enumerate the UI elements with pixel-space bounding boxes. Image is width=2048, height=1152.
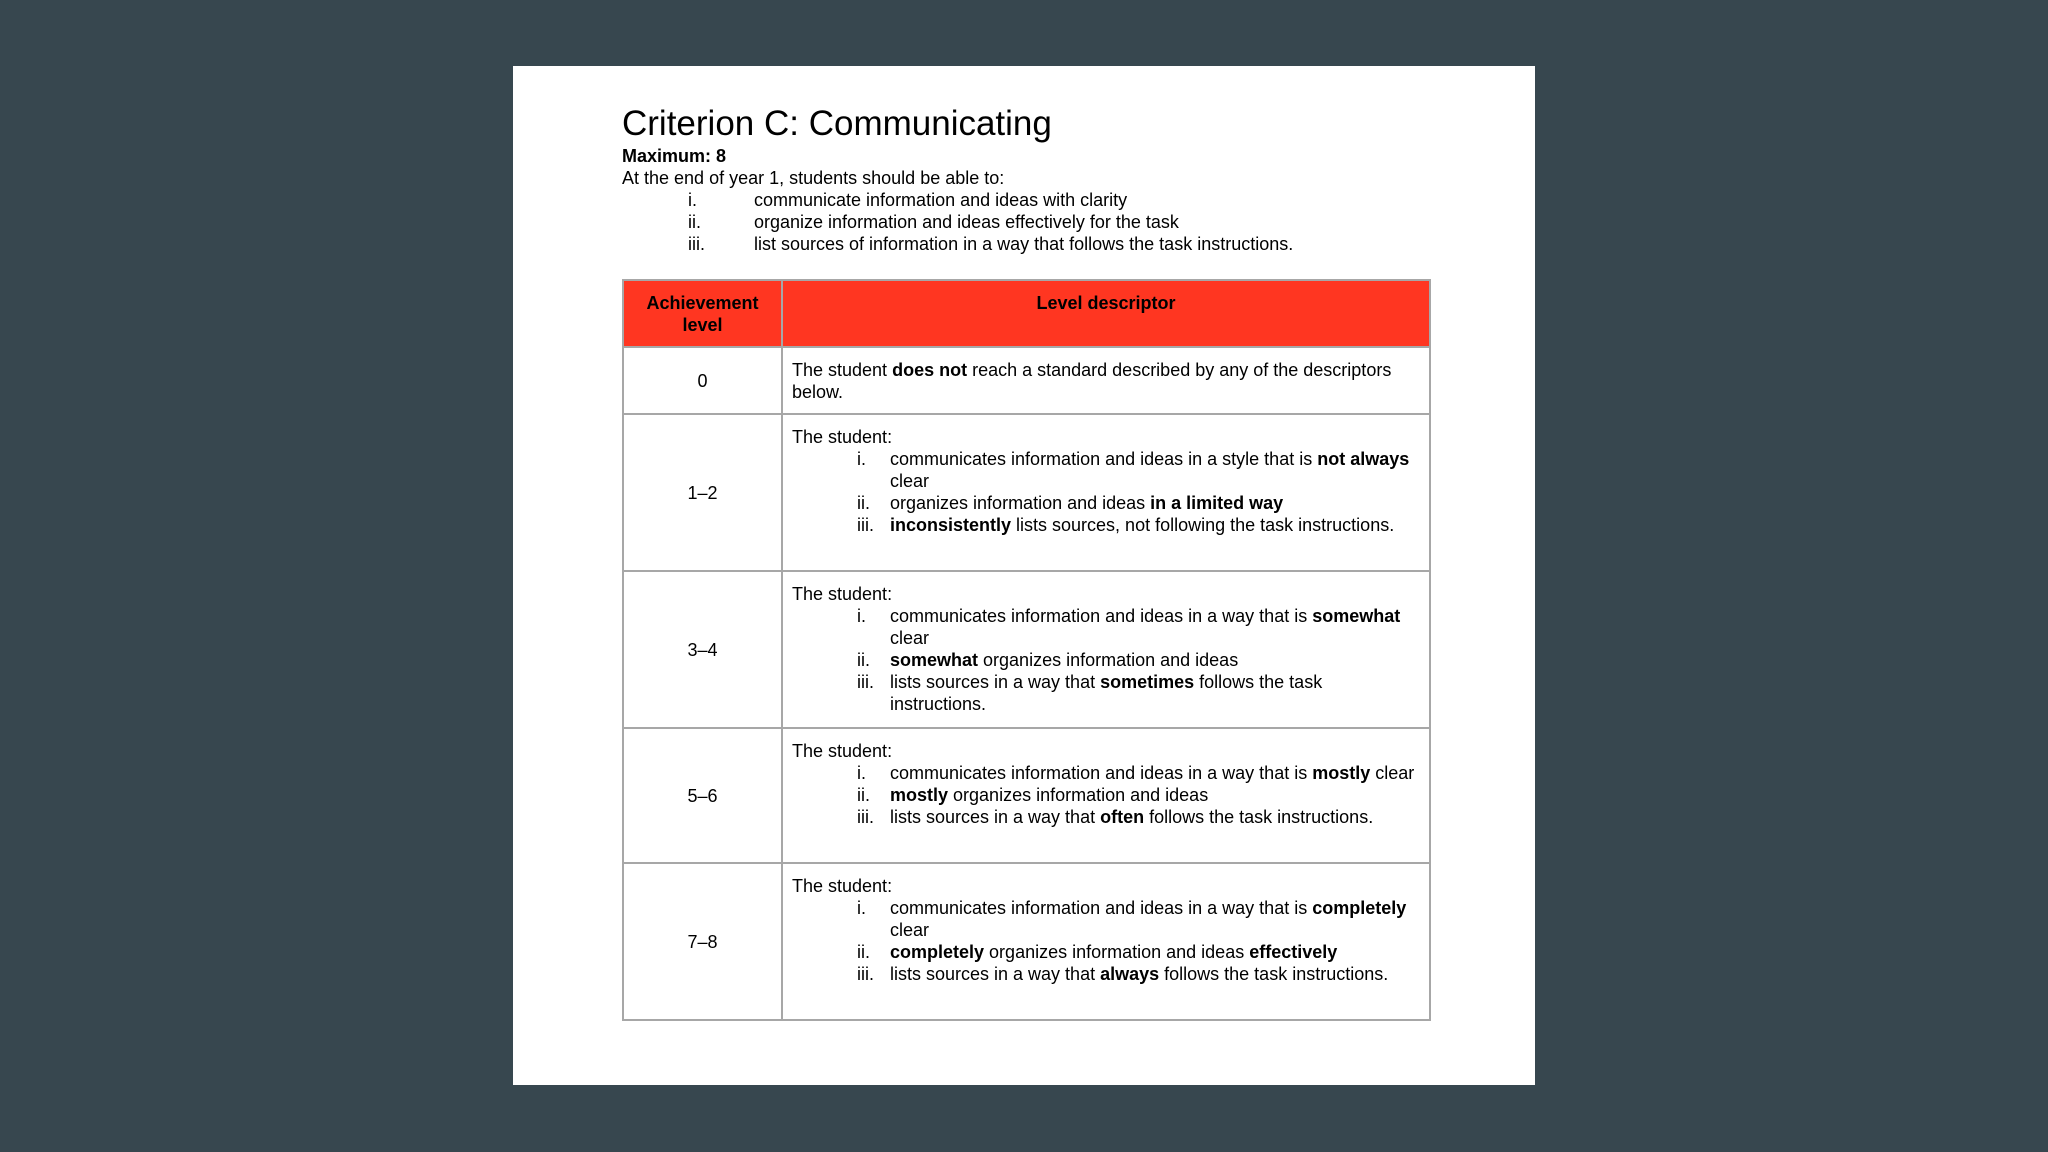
- descriptor-part: clear: [890, 471, 930, 491]
- descriptor-part: lists sources, not following the task instructions.: [1011, 515, 1395, 535]
- achievement-level-cell: 5–6: [623, 728, 782, 863]
- objective-number: ii.: [688, 212, 701, 232]
- descriptor-part: follows the task instructions.: [1144, 807, 1374, 827]
- descriptor-part: organizes information and ideas: [890, 493, 1151, 513]
- descriptor-cell: [782, 571, 1430, 728]
- descriptor-cell: [782, 728, 1430, 863]
- descriptor-emphasis: somewhat: [1312, 606, 1401, 626]
- objective-item: [622, 189, 1432, 211]
- descriptor-text: [890, 762, 1419, 784]
- descriptor-text: [890, 492, 1419, 514]
- descriptor-part: clear: [890, 920, 930, 940]
- achievement-level-cell: 3–4: [623, 571, 782, 728]
- document-content: [622, 104, 1432, 1021]
- table-row: [623, 347, 1430, 414]
- descriptor-intro: The student:: [792, 427, 893, 447]
- descriptor-item: [792, 649, 1419, 671]
- descriptor-cell: [782, 414, 1430, 571]
- descriptor-number: iii.: [857, 672, 874, 692]
- descriptor-number: i.: [857, 449, 866, 469]
- descriptor-item: [792, 671, 1419, 715]
- rubric-table: [622, 279, 1431, 1021]
- descriptor-emphasis: inconsistently: [890, 515, 1012, 535]
- descriptor-cell: [782, 347, 1430, 414]
- descriptor-part: clear: [890, 628, 930, 648]
- descriptor-number: iii.: [857, 964, 874, 984]
- objectives-list: [622, 189, 1432, 255]
- descriptor-emphasis: mostly: [890, 785, 949, 805]
- descriptor-part: organizes information and ideas: [978, 650, 1239, 670]
- descriptor-text: [890, 897, 1419, 941]
- descriptor-part: communicates information and ideas in a way that is: [890, 763, 1313, 783]
- descriptor-part: clear: [1370, 763, 1415, 783]
- descriptor-list: [792, 605, 1419, 715]
- descriptor-number: ii.: [857, 650, 870, 670]
- descriptor-text: reach a standard described by any of the descriptors below.: [792, 360, 1392, 402]
- header-achievement-level: Achievement level: [623, 280, 782, 347]
- descriptor-text: The student: [792, 360, 893, 380]
- objective-item: [622, 211, 1432, 233]
- document-page: [513, 66, 1535, 1085]
- descriptor-number: i.: [857, 763, 866, 783]
- table-row: [623, 571, 1430, 728]
- descriptor-number: ii.: [857, 942, 870, 962]
- descriptor-item: [792, 492, 1419, 514]
- descriptor-text: [890, 514, 1419, 536]
- page-title: Criterion C: Communicating: [622, 104, 1052, 143]
- descriptor-list: [792, 762, 1419, 828]
- descriptor-emphasis: often: [1100, 807, 1145, 827]
- descriptor-emphasis: somewhat: [890, 650, 979, 670]
- table-row: [623, 728, 1430, 863]
- descriptor-item: [792, 448, 1419, 492]
- descriptor-text: [890, 671, 1419, 715]
- descriptor-emphasis: always: [1100, 964, 1160, 984]
- descriptor-item: [792, 963, 1419, 985]
- descriptor-text: [890, 784, 1419, 806]
- descriptor-number: i.: [857, 898, 866, 918]
- descriptor-number: i.: [857, 606, 866, 626]
- descriptor-intro: The student:: [792, 584, 893, 604]
- descriptor-emphasis: does not: [892, 360, 968, 380]
- descriptor-text: [890, 605, 1419, 649]
- descriptor-text: [890, 941, 1419, 963]
- descriptor-number: iii.: [857, 807, 874, 827]
- descriptor-emphasis: not always: [1317, 449, 1410, 469]
- descriptor-item: [792, 941, 1419, 963]
- objective-text: list sources of information in a way that follows the task instructions.: [754, 234, 1294, 254]
- descriptor-emphasis: sometimes: [1100, 672, 1195, 692]
- maximum-score: Maximum: 8: [622, 146, 727, 166]
- descriptor-part: communicates information and ideas in a style that is: [890, 449, 1318, 469]
- descriptor-number: ii.: [857, 785, 870, 805]
- descriptor-emphasis: completely: [1312, 898, 1407, 918]
- descriptor-cell: [782, 863, 1430, 1020]
- descriptor-list: [792, 448, 1419, 536]
- objective-number: iii.: [688, 234, 705, 254]
- achievement-level-cell: 0: [623, 347, 782, 414]
- intro-text: At the end of year 1, students should be able to:: [622, 168, 1005, 188]
- descriptor-list: [792, 897, 1419, 985]
- descriptor-item: [792, 605, 1419, 649]
- achievement-level-cell: 1–2: [623, 414, 782, 571]
- descriptor-text: [890, 649, 1419, 671]
- descriptor-intro: The student:: [792, 876, 893, 896]
- descriptor-emphasis: mostly: [1312, 763, 1371, 783]
- objective-text: organize information and ideas effectively for the task: [754, 212, 1179, 232]
- descriptor-text: [890, 448, 1419, 492]
- objective-item: [622, 233, 1432, 255]
- descriptor-text: [890, 963, 1419, 985]
- header-level-descriptor: Level descriptor: [782, 280, 1430, 347]
- objective-text: communicate information and ideas with clarity: [754, 190, 1128, 210]
- descriptor-part: communicates information and ideas in a way that is: [890, 606, 1313, 626]
- descriptor-part: follows the task instructions.: [1159, 964, 1389, 984]
- descriptor-emphasis: in a limited way: [1150, 493, 1284, 513]
- objective-number: i.: [688, 190, 697, 210]
- descriptor-part: organizes information and ideas: [948, 785, 1209, 805]
- descriptor-text: [890, 806, 1419, 828]
- descriptor-part: communicates information and ideas in a way that is: [890, 898, 1313, 918]
- table-header-row: [623, 280, 1430, 347]
- descriptor-emphasis: effectively: [1249, 942, 1338, 962]
- descriptor-part: lists sources in a way that: [890, 807, 1101, 827]
- descriptor-part: follows the task instructions.: [890, 672, 1323, 714]
- descriptor-item: [792, 762, 1419, 784]
- descriptor-item: [792, 784, 1419, 806]
- descriptor-item: [792, 514, 1419, 536]
- descriptor-part: lists sources in a way that: [890, 964, 1101, 984]
- descriptor-item: [792, 806, 1419, 828]
- descriptor-part: organizes information and ideas: [984, 942, 1250, 962]
- achievement-level-cell: 7–8: [623, 863, 782, 1020]
- descriptor-part: lists sources in a way that: [890, 672, 1101, 692]
- descriptor-number: iii.: [857, 515, 874, 535]
- table-row: [623, 414, 1430, 571]
- descriptor-number: ii.: [857, 493, 870, 513]
- table-row: [623, 863, 1430, 1020]
- descriptor-emphasis: completely: [890, 942, 985, 962]
- descriptor-intro: The student:: [792, 741, 893, 761]
- descriptor-item: [792, 897, 1419, 941]
